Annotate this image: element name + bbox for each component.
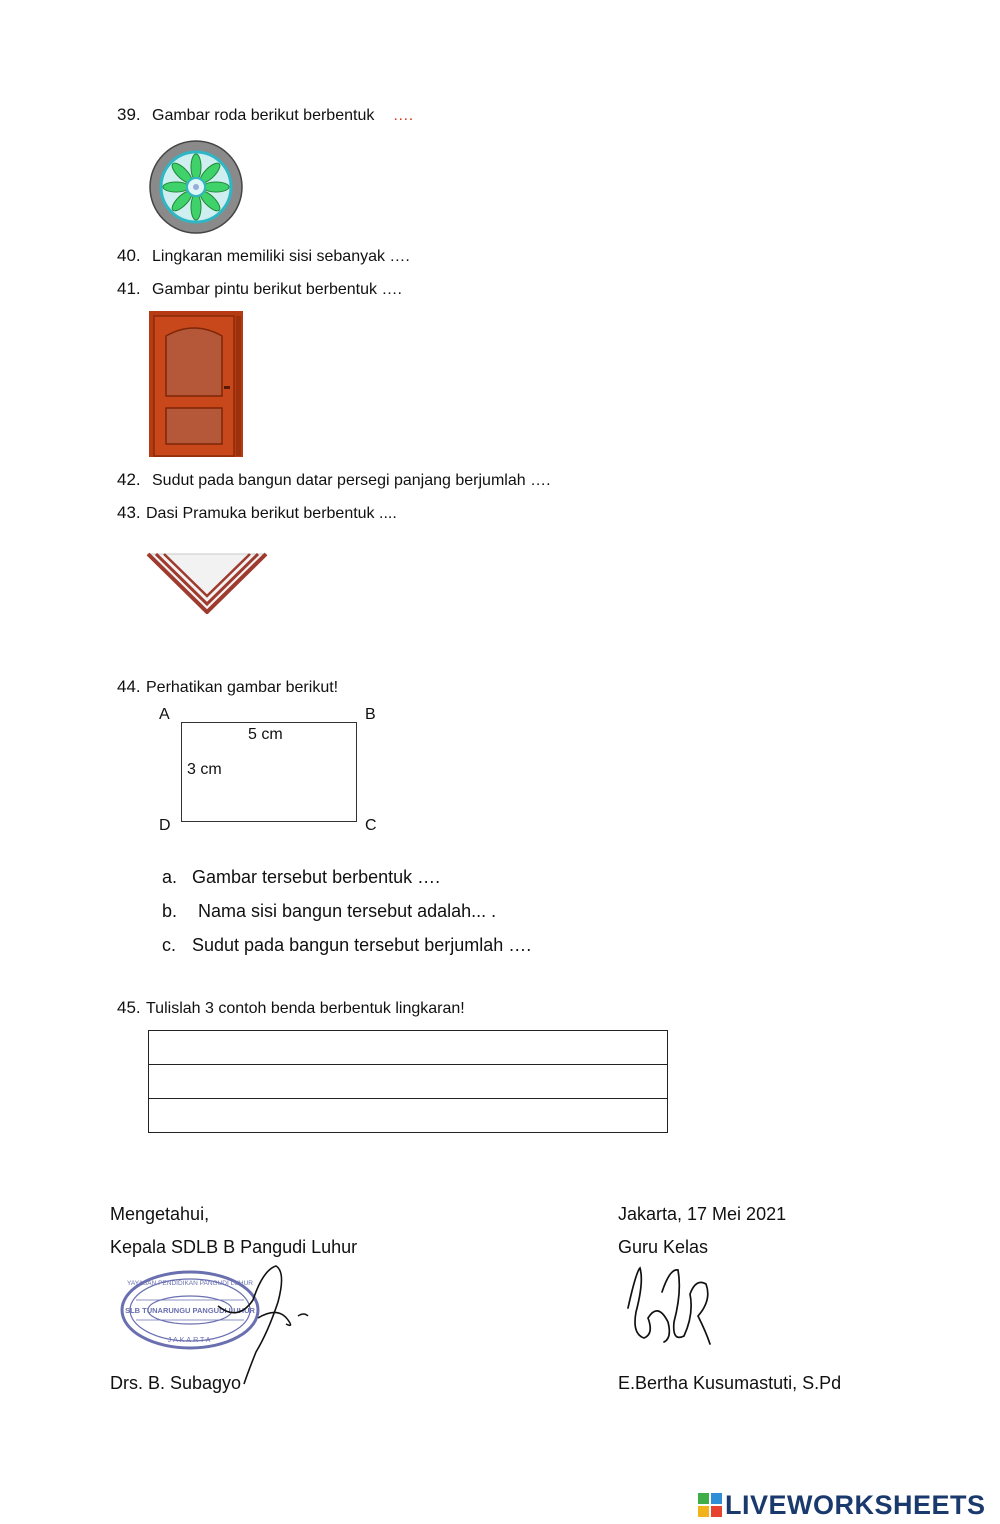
stamp-middle-text: SLB TUNARUNGU PANGUDI LUHUR bbox=[125, 1306, 255, 1315]
table-row bbox=[149, 1065, 668, 1099]
question-text bbox=[152, 107, 413, 125]
school-stamp-and-signature bbox=[118, 1262, 318, 1387]
vertex-label-c: C bbox=[365, 817, 377, 834]
principal-title: Kepala SDLB B Pangudi Luhur bbox=[110, 1237, 358, 1257]
answer-cell[interactable] bbox=[149, 1065, 668, 1099]
door-image bbox=[148, 310, 244, 458]
stamp-top-text: YAYASAN PENDIDIKAN PANGUDI LUHUR bbox=[127, 1280, 253, 1287]
answer-cell[interactable] bbox=[149, 1031, 668, 1065]
question-45-text: Tulislah 3 contoh benda berbentuk lingkaran! bbox=[146, 1000, 465, 1017]
question-number: 42. bbox=[117, 470, 141, 489]
sub-question-text: Nama sisi bangun tersebut adalah... . bbox=[198, 901, 497, 921]
height-label: 3 cm bbox=[187, 761, 222, 778]
teacher-name: E.Bertha Kusumastuti, S.Pd bbox=[618, 1373, 842, 1393]
question-44-text: Perhatikan gambar berikut! bbox=[146, 679, 339, 696]
liveworksheets-logo[interactable] bbox=[697, 1489, 986, 1521]
place-date: Jakarta, 17 Mei 2021 bbox=[618, 1204, 787, 1224]
table-row bbox=[149, 1099, 668, 1133]
stamp-bottom-text: JAKARTA bbox=[167, 1337, 213, 1344]
teacher-title: Guru Kelas bbox=[618, 1237, 709, 1257]
wheel-image bbox=[148, 139, 244, 235]
answer-cell[interactable] bbox=[149, 1099, 668, 1133]
question-43-text: Dasi Pramuka berikut berbentuk .... bbox=[146, 505, 397, 522]
width-label: 5 cm bbox=[248, 726, 283, 743]
question-39-dots: …. bbox=[392, 107, 414, 124]
question-number: 41. bbox=[117, 279, 141, 298]
question-number: 44. bbox=[117, 677, 141, 696]
question-39-text: Gambar roda berikut berbentuk bbox=[152, 107, 375, 124]
sub-letter: c. bbox=[162, 935, 177, 955]
answer-table bbox=[148, 1030, 668, 1133]
vertex-label-b: B bbox=[365, 706, 376, 723]
teacher-signature bbox=[618, 1262, 718, 1350]
question-number: 43. bbox=[117, 503, 141, 522]
acknowledgement-label: Mengetahui, bbox=[110, 1204, 210, 1224]
question-40-text: Lingkaran memiliki sisi sebanyak …. bbox=[152, 248, 410, 265]
vertex-label-a: A bbox=[159, 706, 170, 723]
scarf-image bbox=[146, 548, 268, 614]
table-row bbox=[149, 1031, 668, 1065]
rectangle-figure bbox=[155, 703, 395, 838]
sub-letter: b. bbox=[162, 901, 178, 921]
question-number: 39. bbox=[117, 105, 141, 124]
question-number: 45. bbox=[117, 998, 141, 1017]
vertex-label-d: D bbox=[159, 817, 171, 834]
question-number: 40. bbox=[117, 246, 141, 265]
logo-text: LIVEWORKSHEETS bbox=[725, 1489, 986, 1520]
sub-letter: a. bbox=[162, 867, 178, 887]
question-42-text: Sudut pada bangun datar persegi panjang berjumlah …. bbox=[152, 472, 551, 489]
logo-icon bbox=[697, 1492, 723, 1518]
sub-question-text: Sudut pada bangun tersebut berjumlah …. bbox=[192, 935, 532, 955]
question-41-text: Gambar pintu berikut berbentuk …. bbox=[152, 281, 402, 298]
sub-question-text: Gambar tersebut berbentuk …. bbox=[192, 867, 441, 887]
principal-name: Drs. B. Subagyo bbox=[110, 1373, 242, 1393]
